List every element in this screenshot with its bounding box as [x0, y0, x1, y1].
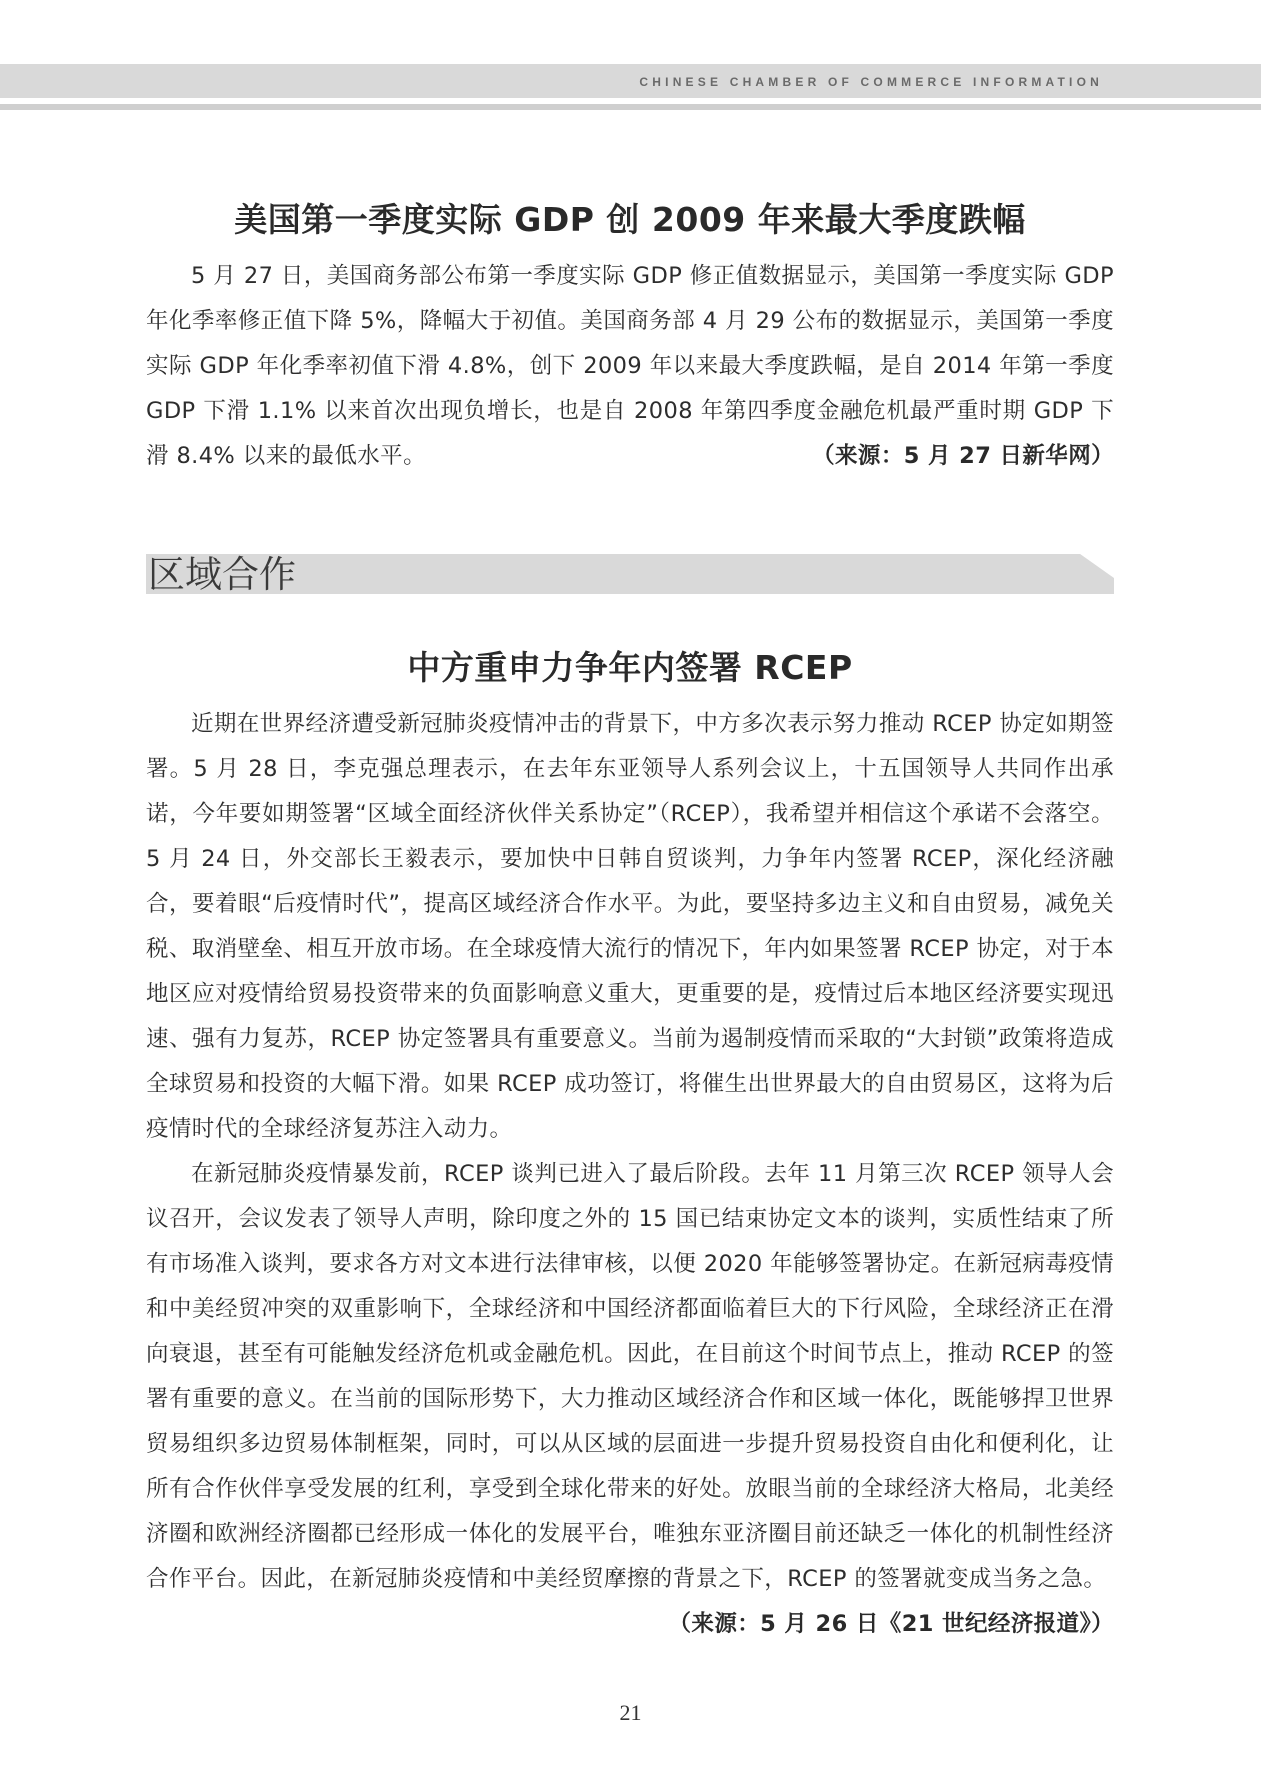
- article2-paragraph-2-text: 在新冠肺炎疫情暴发前，RCEP 谈判已进入了最后阶段。去年 11 月第三次 RCEP 领导人会议召开，会议发表了领导人声明，除印度之外的 15 国已结束协定文本的谈判，实质性结束了所有市场准入谈判，要求各方对文本进行法律审核，以便 2020 年能够签署协定。在新冠病毒疫情和中美经贸冲突的双重影响下，全球经济和中国经济都面临着巨大的下行风险，全球经济正在滑向衰退，甚至有可能触发经济危机或金融危机。因此，在目前这个时间节点上，推动 RCEP 的签署有重要的意义。在当前的国际形势下，大力推动区域经济合作和区域一体化，既能够捍卫世界贸易组织多边贸易体制框架，同时，可以从区域的层面进一步提升贸易投资自由化和便利化，让所有合作伙伴享受发展的红利，享受到全球化带来的好处。放眼当前的全球经济大格局，北美经济圈和欧洲经济圈都已经形成一体化的发展平台，唯独东亚济圈目前还缺乏一体化的机制性经济合作平台。因此，在新冠肺炎疫情和中美经贸摩擦的背景之下，RCEP 的签署就变成当务之急。: [146, 1161, 1114, 1592]
- page-number: 21: [619, 1700, 642, 1725]
- publication-name: CHINESE CHAMBER OF COMMERCE INFORMATION: [639, 75, 1103, 89]
- article2-paragraph-2: [146, 1152, 1114, 1637]
- header-divider: [0, 104, 1261, 110]
- section-title: 区域合作: [148, 553, 296, 596]
- article2-source: （来源：5 月 26 日《21 世纪经济报道》）: [668, 1611, 1114, 1637]
- article1-body: [146, 254, 1114, 479]
- article2-paragraph-1: 近期在世界经济遭受新冠肺炎疫情冲击的背景下，中方多次表示努力推动 RCEP 协定如期签署。5 月 28 日，李克强总理表示，在去年东亚领导人系列会议上，十五国领导人共同作出承诺，今年要如期签署“区域全面经济伙伴关系协定”（RCEP），我希望并相信这个承诺不会落空。5 月 24 日，外交部长王毅表示，要加快中日韩自贸谈判，力争年内签署 RCEP，深化经济融合，要着眼“后疫情时代”，提高区域经济合作水平。为此，要坚持多边主义和自由贸易，减免关税、取消壁垒、相互开放市场。在全球疫情大流行的情况下，年内如果签署 RCEP 协定，对于本地区应对疫情给贸易投资带来的负面影响意义重大，更重要的是，疫情过后本地区经济要实现迅速、强有力复苏，RCEP 协定签署具有重要意义。当前为遏制疫情而采取的“大封锁”政策将造成全球贸易和投资的大幅下滑。如果 RCEP 成功签订，将催生出世界最大的自由贸易区，这将为后疫情时代的全球经济复苏注入动力。: [146, 711, 1114, 1142]
- article1-title: 美国第一季度实际 GDP 创 2009 年来最大季度跌幅: [234, 200, 1026, 239]
- article1-source: （来源：5 月 27 日新华网）: [812, 443, 1114, 469]
- article1-text: 5 月 27 日，美国商务部公布第一季度实际 GDP 修正值数据显示，美国第一季度实际 GDP 年化季率修正值下降 5%，降幅大于初值。美国商务部 4 月 29 公布的数据显示，美国第一季度实际 GDP 年化季率初值下滑 4.8%，创下 2009 年以来最大季度跌幅，是自 2014 年第一季度 GDP 下滑 1.1% 以来首次出现负增长，也是自 2008 年第四季度金融危机最严重时期 GDP 下滑 8.4% 以来的最低水平。: [146, 263, 1114, 469]
- article1-paragraph: [146, 254, 1114, 479]
- article2-title: 中方重申力争年内签署 RCEP: [407, 648, 853, 687]
- article2-body: [146, 702, 1114, 1647]
